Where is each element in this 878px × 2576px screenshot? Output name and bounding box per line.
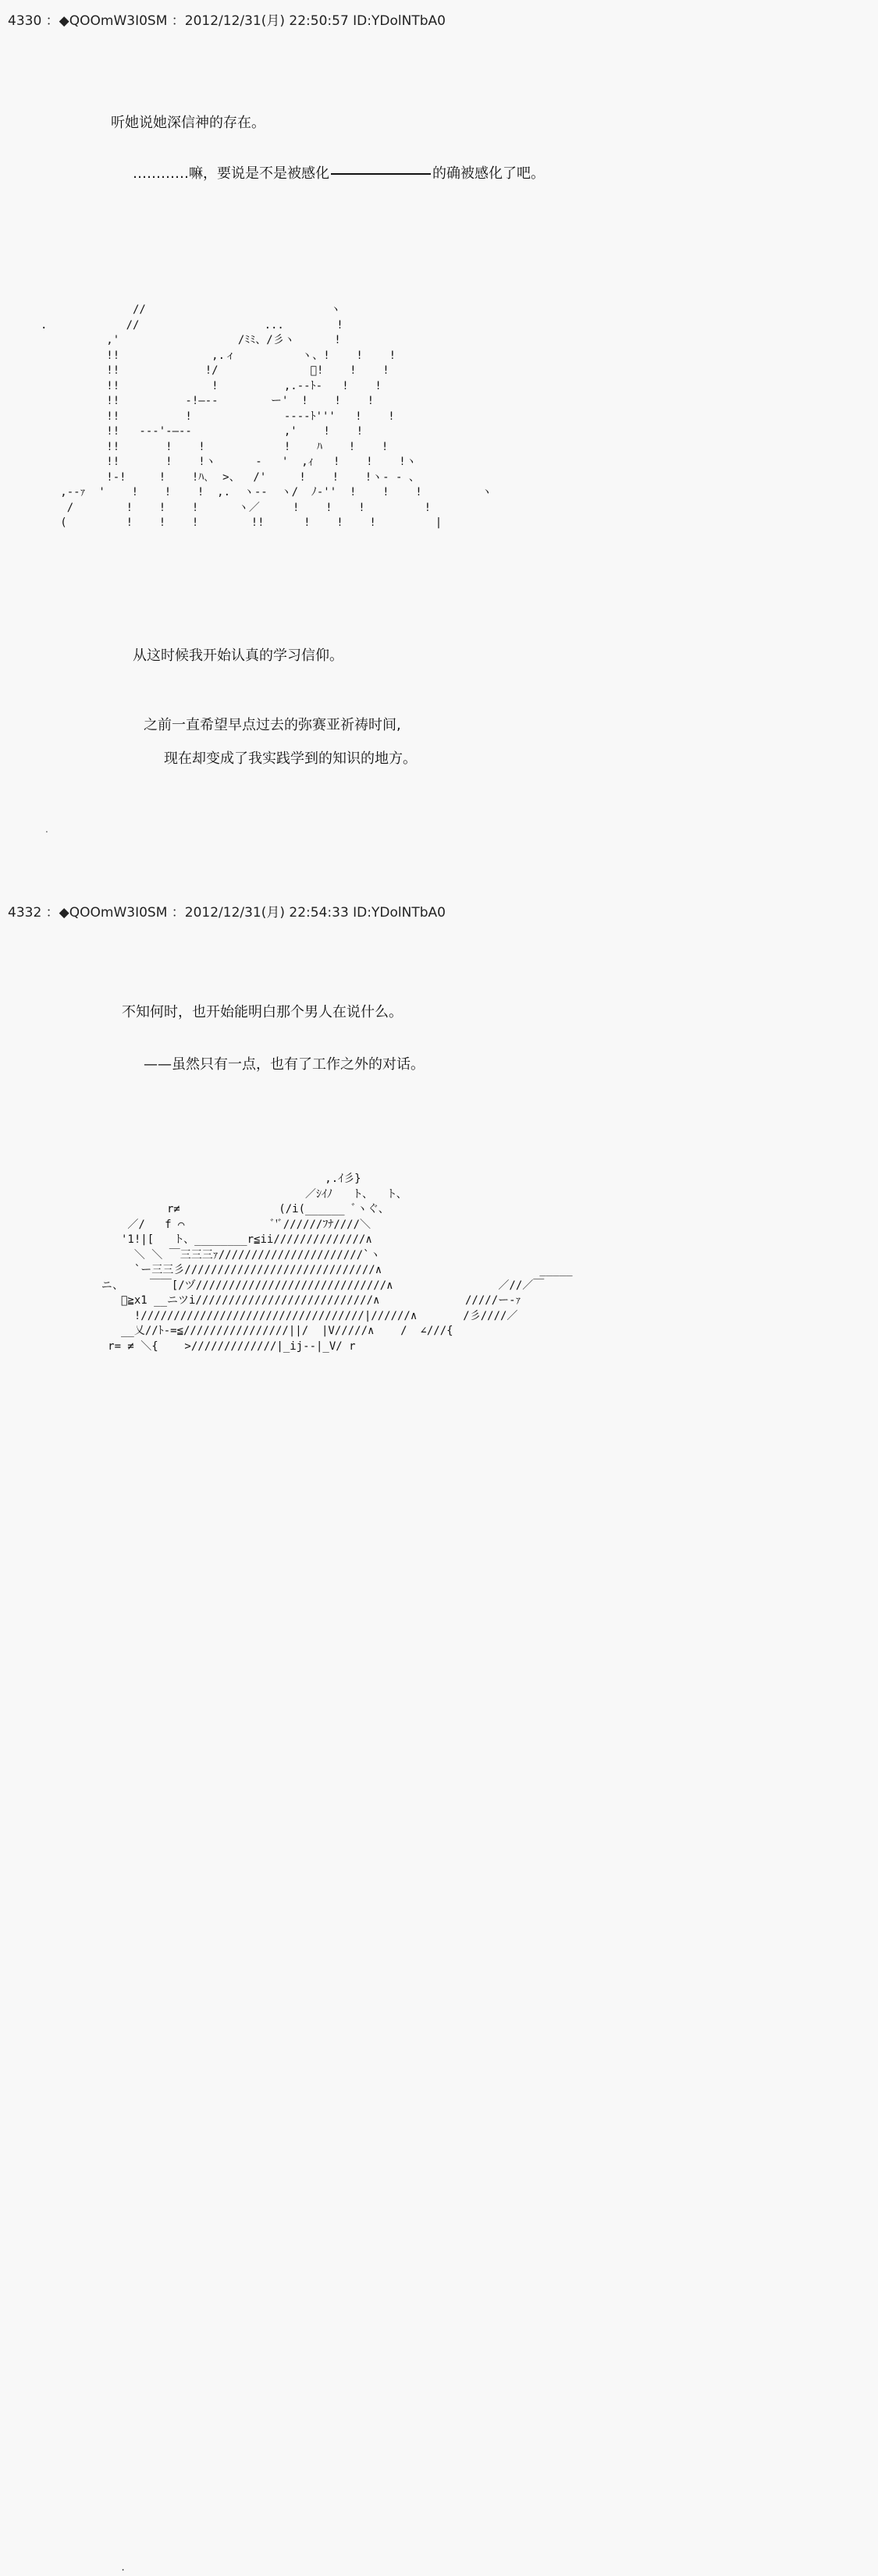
narration-line: 听她说她深信神的存在。 <box>111 115 265 131</box>
narration-line: 从这时候我开始认真的学习信仰。 <box>133 648 343 664</box>
narration-line: ——虽然只有一点，也有了工作之外的对话。 <box>144 1056 425 1073</box>
stray-dot: . <box>45 824 48 835</box>
narration-line: 现在却变成了我实践学到的知识的地方。 <box>164 750 417 767</box>
narration-line <box>133 162 545 183</box>
ascii-art-figure: ,.ｲ彡} ／ｼｲﾉ ト、 ト、 r≠ (/i(______ ﾞヽぐ、 ／/ f ⌒ ﾞ'ﾞ//////ﾌﾅ////＼ '1!|[ ト、________r≦ii//////////////∧ ＼ ＼ ￣三三三ｧ//////////////////////`ヽ `ー三三彡/////////////////////////////∧ _____ ニ、 ￣￣[/ヅ/////////////////////////////∧ ／//／￣ ﾞ≧x1 __ニツi///////////////////////////∧ /////ー-ｧ !//////////////////////////////////|//////∧ /彡////／ __乂//ﾄ-=≦////////////////||/ |V/////∧ / ∠///{ r= ≠ ＼{ >/////////////|_ij--|_V/ r . <box>75 1172 573 1370</box>
narration-text: 的确被感化了吧。 <box>432 165 545 182</box>
narration-line: 不知何时，也开始能明白那个男人在说什么。 <box>122 1004 403 1020</box>
post-header: 4332 ：◆QOOmW3I0SM ：2012/12/31(月) 22:54:33 ID:YDolNTbA0 <box>8 905 446 921</box>
post-header: 4330 ：◆QOOmW3I0SM ：2012/12/31(月) 22:50:57 ID:YDolNTbA0 <box>8 13 446 29</box>
narration-line: 之前一直希望早点过去的弥赛亚祈祷时间, <box>144 717 401 733</box>
stray-dot: . <box>120 2562 126 2573</box>
ascii-art-figure: // ヽ . // ... ! ,' /ﾐﾐ、/彡ヽ ! !! ,.ィ ヽ、! ! ! !! !/ ﾞ! ! ! !! ! ,.-‐ﾄ- ! ! !! ‐!―‐- ー' ! ! ! !! ! ‐‐‐‐ﾄ''' ! ! !! ‐‐‐'‐―‐- ,' ! ! !! ! ! ! ﾊ ! ! !! ! !ヽ ‐ ' ,ｨ ! ! !ヽ !-! ! !ﾊ､ >、 /' ! ! !ヽ‐ ‐ 、 ,‐‐ｧ ' ! ! ! ,. ヽ‐- ヽ/ ﾉ‐'' ! ! ! ヽ / ! ! ! ヽ／ ! ! ! ! ( ! ! ! !! ! ! ! | <box>41 303 492 529</box>
narration-text: …………嘛，要说是不是被感化 <box>133 165 329 182</box>
dash-rule <box>331 173 431 175</box>
